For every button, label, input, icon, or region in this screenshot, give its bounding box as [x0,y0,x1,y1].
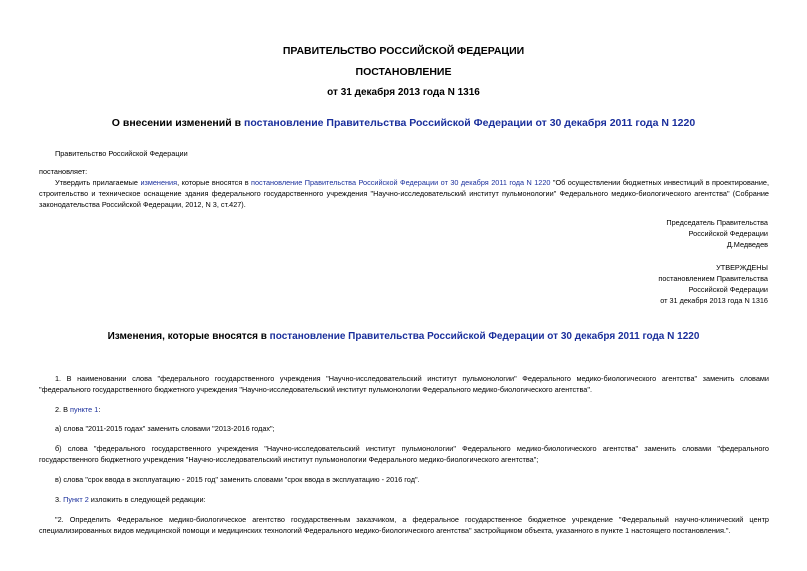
p1-text-a: Утвердить прилагаемые [55,178,141,187]
change-item-2 [55,404,100,415]
government-heading: ПРАВИТЕЛЬСТВО РОССИЙСКОЙ ФЕДЕРАЦИИ [282,45,525,57]
signature-line-2: Российской Федерации [688,229,768,238]
item2-link[interactable]: пункте 1 [70,405,99,414]
paragraph-1 [39,177,769,210]
item2-prefix: 2. В [55,405,71,414]
approved-block [658,262,768,306]
p1-text-b: , которые вносятся в [177,178,252,187]
change-item-3 [55,494,206,505]
title-prefix: О внесении изменений в [111,117,244,129]
changes-title-prefix: Изменения, которые вносятся в [107,331,270,342]
title-link[interactable]: постановление Правительства Российской Федерации от 30 декабря 2011 года N 1220 [243,117,696,129]
changes-title [0,331,807,342]
change-item-3-text: "2. Определить Федеральное медико-биологическое агентство государственным заказчиком, а федеральное государственное бюджетное учреждение "Федеральный научно-клинический центр специализированных видов медицинской помощи и медицинских технологий Федерального медико-биологического агентства" застройщиком объекта, указанного в пункте 1 настоящего постановления.". [39,515,769,535]
change-item-2b: б) слова "федерального государственного учреждения "Научно-исследовательский институт пульмонологии" Федерального медико-биологического агентства" заменить словами "федерального государственного бюджетного учреждения "Научно-исследовательский институт пульмонологии Федерального медико-биологического агентства"; [39,444,769,464]
changes-title-link[interactable]: постановление Правительства Российской Федерации от 30 декабря 2011 года N 1220 [269,331,700,342]
item3-prefix: 3. [55,495,64,504]
item2-suffix: : [98,405,101,414]
p1-link-changes[interactable]: изменения [140,178,178,187]
approved-line-4: от 31 декабря 2013 года N 1316 [660,296,768,305]
approved-line-2: постановлением Правительства [658,274,768,283]
change-item-2a: а) слова "2011-2015 годах" заменить словами "2013-2016 годах"; [55,424,275,433]
government-line: Правительство Российской Федерации [55,149,188,158]
signature-line-3: Д.Медведев [726,240,768,249]
doc-type-heading: ПОСТАНОВЛЕНИЕ [355,66,452,78]
signature-line-1: Председатель Правительства [666,218,768,227]
item3-link[interactable]: Пункт 2 [63,495,89,504]
change-item-1: 1. В наименовании слова "федерального государственного учреждения "Научно-исследовательский институт пульмонологии" Федерального медико-биологического агентства" заменить словами "федерального государственного бюджетного учреждения "Научно-исследовательский институт пульмонологии Федерального медико-биологического агентства". [39,374,769,394]
item3-suffix: изложить в следующей редакции: [88,495,206,504]
approved-line-1: УТВЕРЖДЕНЫ [716,263,768,272]
change-item-2c: в) слова "срок ввода в эксплуатацию - 2015 год" заменить словами "срок ввода в эксплуатацию - 2016 год". [55,475,420,484]
p1-link-decree[interactable]: постановление Правительства Российской Федерации от 30 декабря 2011 года N 1220 [251,178,551,187]
decides-line: постановляет: [39,167,88,176]
date-number: от 31 декабря 2013 года N 1316 [327,87,480,98]
approved-line-3: Российской Федерации [688,285,768,294]
document-title [0,117,807,129]
p1-text-c: "Об осуществлении бюджетных инвестиций в проектирование, строительство и техническое оснащение здания федерального государственного учреждения "Научно-исследовательский институт пульмонологии" Федерального медико-биологического агентства" (Собрание законодательства Российской Федерации, 2012, N 3, ст.427). [39,178,769,209]
signature-block [666,217,768,250]
